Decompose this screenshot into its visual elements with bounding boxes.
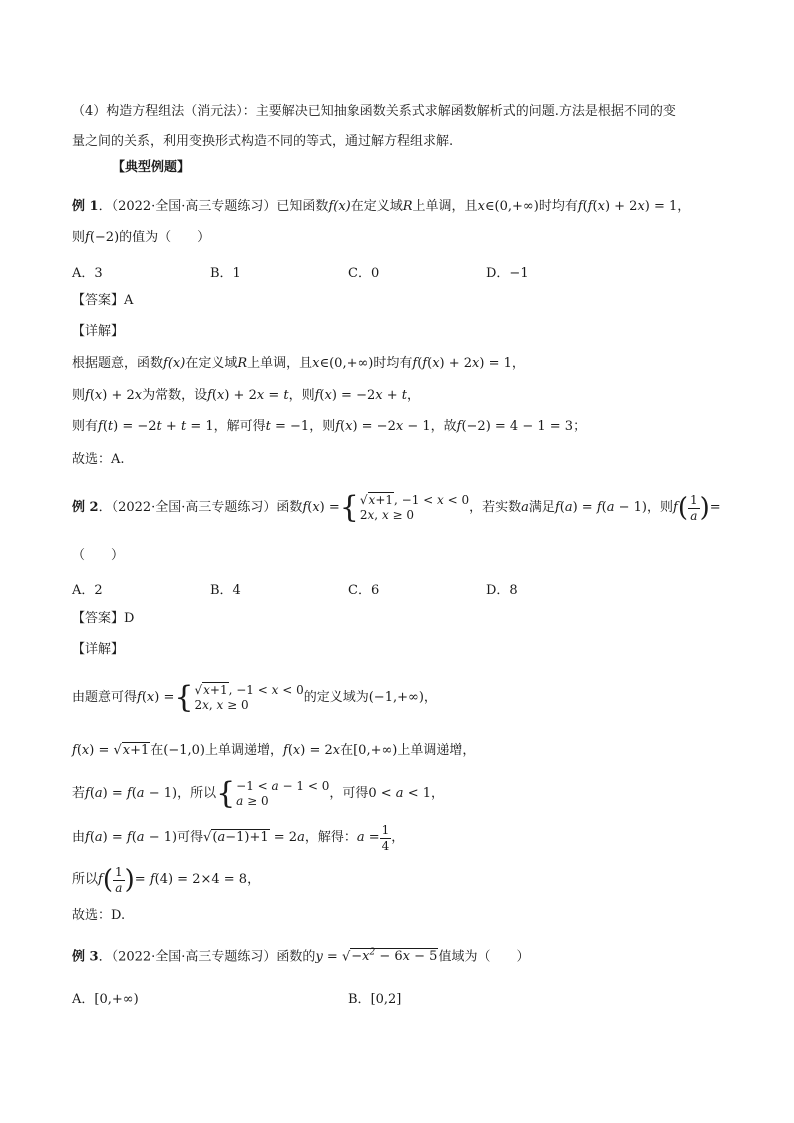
- math-sqrt-function: $y = √-x^2 - 6x - 5$: [315, 948, 438, 965]
- example2-solution-line1: 由题意可得 f(x) = { √x+1, −1 < x < 0 2x, x ≥ 0 的定义域为 (−1,+∞) ，: [72, 680, 437, 715]
- example3-stem: 例 3．（2022·全国·高三专题练习）函数的$y = √-x^2 - 6x - 5$值域为（ ）: [72, 948, 530, 965]
- fraction-one-over-a: $\frac{1}{a}$: [689, 492, 698, 523]
- method4-line1: （4）构造方程组法（消元法）：主要解决已知抽象函数关系式求解函数解析式的问题.方法是根据不同的变: [72, 104, 676, 119]
- example2-label: 例 2: [72, 500, 99, 515]
- method4-line2: 量之间的关系，利用变换形式构造不同的等式，通过解方程组求解.: [72, 134, 454, 149]
- example2-option-d[interactable]: D．8: [486, 583, 518, 598]
- math-R: R: [402, 199, 413, 214]
- math-f-neg2: f(−2): [85, 230, 120, 245]
- example1-option-a[interactable]: A．3: [72, 266, 103, 281]
- example2-option-a[interactable]: A．2: [72, 583, 103, 598]
- example2-conclusion: 故选：D.: [72, 908, 126, 923]
- example1-conclusion: 故选：A.: [72, 452, 125, 467]
- math-fx: f(x): [328, 199, 351, 214]
- example2-option-b[interactable]: B．4: [210, 583, 241, 598]
- example2-solution-line5: 所以 f ( $\frac{1}{a}$ ) = f(4) = 2×4 = 8 ，: [72, 864, 261, 895]
- section-title: 【典型例题】: [112, 160, 191, 175]
- example2-paren: （ ）: [72, 548, 125, 563]
- example3-option-b[interactable]: B．[0,2]: [348, 992, 402, 1007]
- example1-solution-line3: 则有f(t) = −2t + t = 1，解可得t = −1，则f(x) = −2x − 1，故f(−2) = 4 − 1 = 3；: [72, 419, 587, 434]
- piecewise-function: { √x+1, −1 < x < 0 2x, x ≥ 0: [339, 490, 470, 525]
- example1-stem-line2: 则f(−2)的值为（ ）: [72, 230, 211, 245]
- example2-solution-line3: 若 f(a) = f(a − 1) ，所以 { −1 < a − 1 < 0 a ≥ 0 ，可得 0 < a < 1 ，: [72, 776, 445, 811]
- example3-option-a[interactable]: A．[0,+∞): [72, 992, 139, 1007]
- example1-solution-line2: 则f(x) + 2x为常数，设f(x) + 2x = t，则f(x) = −2x + t，: [72, 388, 421, 403]
- example1-stem-line1: 例 1．（2022·全国·高三专题练习）已知函数f(x)在定义域R上单调，且x∈(0,+∞)时均有f(f(x) + 2x) = 1，: [72, 199, 691, 214]
- example2-stem-line1: 例 2 ．（2022·全国·高三专题练习）函数 f(x) = { √x+1, −1 < x < 0 2x, x ≥ 0 ，若实数 a 满足 f(a) = f(a − 1) ，则 f ( $\frac{1}{a}$ ) =: [72, 490, 721, 525]
- example2-solution-line2: f(x) = √x+1在(−1,0)上单调递增，f(x) = 2x在[0,+∞)上单调递增，: [72, 743, 476, 758]
- example2-answer: 【答案】D: [72, 611, 135, 626]
- math-functional-equation: f(f(x) + 2x) = 1: [577, 199, 678, 214]
- example1-label: 例 1: [72, 199, 99, 214]
- example2-detail-label: 【详解】: [72, 642, 125, 657]
- example1-option-c[interactable]: C．0: [348, 266, 380, 281]
- example1-option-d[interactable]: D．−1: [486, 266, 529, 281]
- example1-answer: 【答案】A: [72, 293, 134, 308]
- example1-detail-label: 【详解】: [72, 324, 125, 339]
- example3-label: 例 3: [72, 949, 99, 965]
- example2-option-c[interactable]: C．6: [348, 583, 380, 598]
- math-x-in-interval: x∈(0,+∞): [477, 199, 539, 214]
- example1-option-b[interactable]: B．1: [210, 266, 241, 281]
- example2-solution-line4: 由 f(a) = f(a − 1) 可得 √(a−1)+1 = 2a ，解得： a = $\frac{1}{4}$ ，: [72, 822, 405, 853]
- example1-solution-line1: 根据题意，函数f(x)在定义域R上单调，且x∈(0,+∞)时均有f(f(x) + 2x) = 1，: [72, 356, 525, 371]
